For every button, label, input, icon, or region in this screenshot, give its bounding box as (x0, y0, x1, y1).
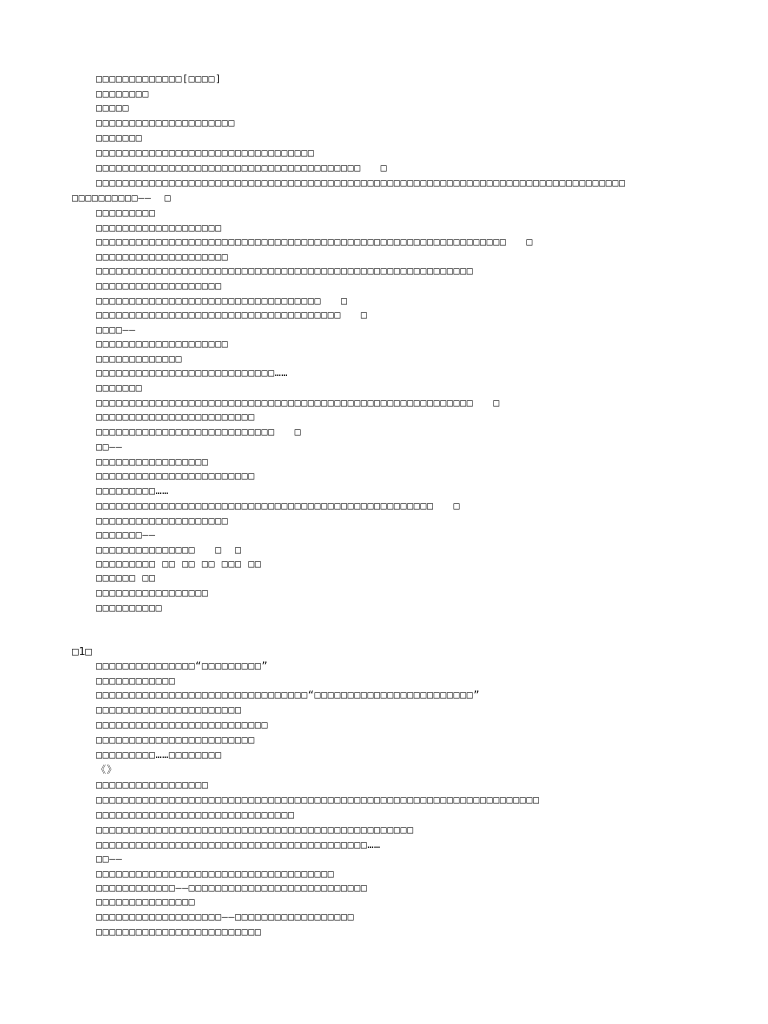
text-line: □□□□□□□□□□□□□□□□□□□□ (96, 516, 229, 527)
text-line: □□□□□□□□□□□□□□□□□□□□□□□□□□□□□□□□“□□□□□□□□□□□□□□□□□□□□□□□□” (96, 690, 480, 701)
text-line: □□□□□□□□□□□□□□□□□□□ (96, 281, 222, 292)
text-line: □□□□□□□□□□□□□□□□□□□□□□□□□ (96, 927, 262, 938)
text-line: □□□□□□□ (96, 133, 143, 144)
text-line: □□□□□□□□□□□□□□□□□□□□□ (96, 118, 236, 129)
text-line: □□□□□□□□□□□□□□□□□ (96, 780, 209, 791)
text-line: □□□□□□□□□□□□□□□□□□□□□□□□□□□ □ (96, 427, 302, 438)
text-line: □□□□□ (96, 103, 130, 114)
text-line: □□□□□□□□□□□□□□□ □ □ (96, 545, 242, 556)
text-line: □□□□□□□□□□□□□□□□□□□□□□□□ (96, 471, 255, 482)
text-line: □□□□□□□□□……□□□□□□□□ (96, 750, 222, 761)
text-line: □□□□□□□□□□□□□□□□□□□□ (96, 339, 229, 350)
text-line: □□□□□□□□□□□□□□□□□□□□□□□□□□□□□□□□□□ □ (96, 296, 348, 307)
text-line: □□□□□□□□□□□□□□□□□□□□□□ (96, 705, 242, 716)
text-line: □□□□□□□□ (96, 89, 149, 100)
text-line: □□□□□□□□□□□□□□□□□□□□□□□□□□□□□□□□□□□□□□□□□□□□□□□□ (96, 825, 414, 836)
text-line: □□□□□□□□□□□□□□□□□□□□□□□□□□□□□□□□□□□□□□□□□□□□□□□□□□□□□□□□□□□□□□□□□□□□□□□□□□□□□□□□ (96, 178, 626, 189)
chapter-heading: □1□ (72, 645, 92, 658)
text-line: □□□□□□□□□ (96, 208, 156, 219)
text-line: □□□□□□□ (96, 383, 143, 394)
text-line: □□□□□□□□□□□□□□□“□□□□□□□□□” (96, 661, 269, 672)
text-line: □□□□□□□□□…… (96, 486, 169, 497)
text-line: □□□□□□□□□□□□□□□□□□□□□□□□□□□□□□□□□□□□□□□□ □ (96, 163, 388, 174)
text-line: □□□□□□□□□□ (96, 603, 163, 614)
text-line: □□□□□□□□□□□□□□□□□□□□□□□□□□□□□□□□□□□□□□□□□□□□□□□□□□□□□□□□□ (96, 266, 474, 277)
text-line: □□□□□□□□□□□□□□□ (96, 897, 196, 908)
text-line: □□□□□□□□□□□□□ (96, 354, 183, 365)
text-line: □□□□□□□□□□□□□□□□□□□□□□□□□□□□□□□□□□□□□ □ (96, 310, 368, 321)
text-line: □□□□□□□□□□□□□□□□□ (96, 588, 209, 599)
text-line: □□□□□□□□□□□□□□□□□□□ (96, 223, 222, 234)
text-line: □□□□□□□□□ □□ □□ □□ □□□ □□ (96, 559, 262, 570)
text-line: □□—— (96, 442, 123, 453)
text-line: □□□□□□□—— (96, 530, 156, 541)
text-line: □□□□□□□□□□—— □ (72, 193, 172, 204)
text-line: □□□□—— (96, 325, 136, 336)
text-line: □□□□□□□□□□□□□□□□□□□□□□□□□□□□□□□□□□□□□□□□□□□□□□□□□□□□□□□□□ □ (96, 398, 500, 409)
text-line: □□□□□□□□□□□□□□□□□□□□□□□□□□□□□□□□□□□□□□□□□□□□□□□□□□□□□□□□□□□□□□□□□□□ (96, 795, 540, 806)
text-line: □□□□□□□□□□□□□□□□□□□□□□□□□□□□□□□□□ (96, 148, 315, 159)
text-line: □□□□□□□□□□□□□□□□□ (96, 457, 209, 468)
text-line: □□□□□□□□□□□□□□□□□□□□□□□□ (96, 412, 255, 423)
text-line: □□□□□□□□□□□□□□□□□□□——□□□□□□□□□□□□□□□□□□ (96, 912, 355, 923)
text-line: □□□□□□□□□□□□□□□□□□□□□□□□□□□□□□□□□□□□ (96, 869, 335, 880)
text-line: □□□□□□□□□□□□□□□□□□□□□□□□□□□□□□□□□□□□□□□□□□□□□□□□□□□ □ (96, 501, 461, 512)
text-line: □□□□□□□□□□□□——□□□□□□□□□□□□□□□□□□□□□□□□□□□ (96, 883, 368, 894)
text-line: □□□□□□□□□□□□□□□□□□□□ (96, 252, 229, 263)
text-line: □□□□□□□□□□□□□□□□□□□□□□□□□□ (96, 720, 269, 731)
text-line: □□—— (96, 854, 123, 865)
text-line: □□□□□□□□□□□□□□□□□□□□□□□□□□□□□□□□□□□□□□□□□□□□□□□□□□□□□□□□□□□□□□ □ (96, 237, 533, 248)
text-line: □□□□□□ □□ (96, 573, 156, 584)
text-line: □□□□□□□□□□□□□[□□□□] (96, 74, 222, 85)
text-line: □□□□□□□□□□□□□□□□□□□□□□□□□□□□□□□□□□□□□□□□□…… (96, 840, 381, 851)
text-line: □□□□□□□□□□□□□□□□□□□□□□□□ (96, 735, 255, 746)
text-line: □□□□□□□□□□□□□□□□□□□□□□□□□□□…… (96, 368, 288, 379)
text-line: □□□□□□□□□□□□□□□□□□□□□□□□□□□□□□ (96, 810, 295, 821)
text-line: □□□□□□□□□□□□ (96, 676, 176, 687)
text-line: 《》 (96, 765, 118, 776)
